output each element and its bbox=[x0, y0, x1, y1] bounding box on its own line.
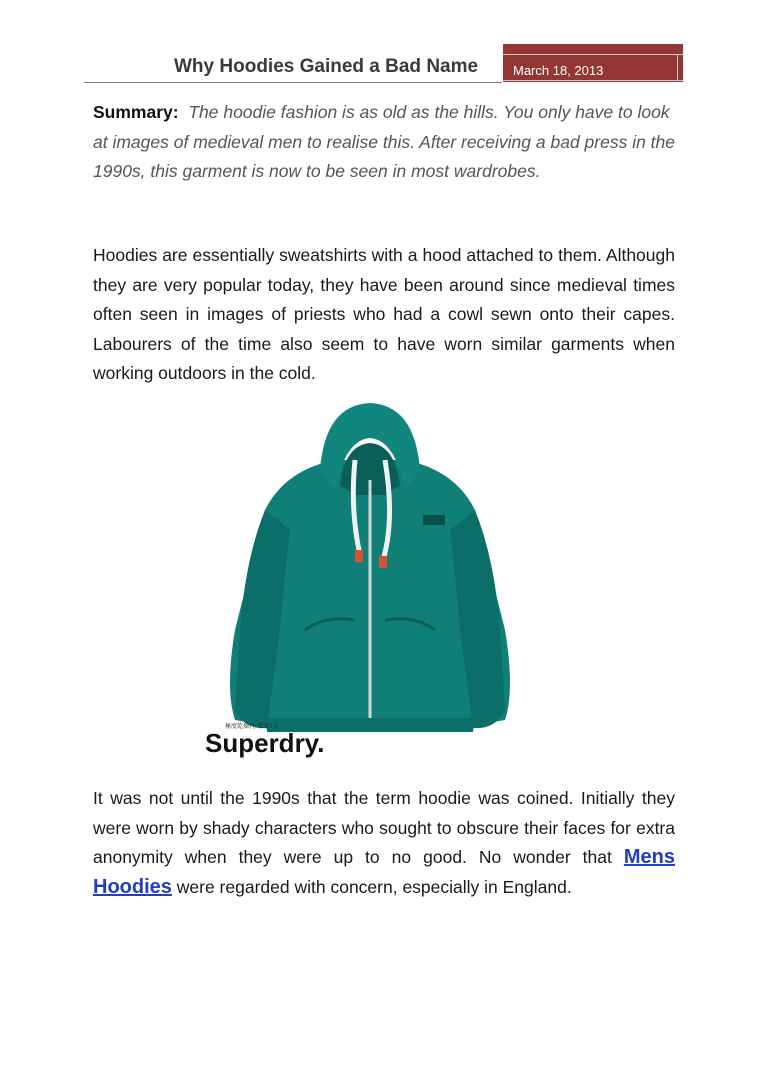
date-banner bbox=[503, 44, 683, 82]
date-banner-bottom-rule bbox=[503, 80, 683, 81]
paragraph-2-text-start: It was not until the 1990s that the term hoodie was coined. Initially they were worn by shady characters who sought to obscure their faces for extra anonymity when they were up to no good. No wonder that bbox=[93, 788, 675, 867]
hoodie-chest-logo bbox=[423, 515, 445, 525]
body-paragraph-2 bbox=[93, 784, 675, 902]
hoodie-product-image bbox=[205, 400, 535, 770]
date-banner-side-rule bbox=[677, 54, 678, 81]
article-title: Why Hoodies Gained a Bad Name bbox=[174, 56, 479, 77]
date-banner-top-rule bbox=[503, 54, 683, 55]
publish-date: March 18, 2013 bbox=[513, 63, 604, 78]
mens-hoodies-link[interactable]: Mens Hoodies bbox=[93, 846, 675, 898]
summary-block bbox=[93, 98, 678, 187]
summary-label: Summary: bbox=[93, 102, 179, 122]
brand-tagline: 極度乾燥(しなさい) bbox=[225, 723, 278, 730]
brand-logo: Superdry. bbox=[205, 728, 325, 758]
body-paragraph-1: Hoodies are essentially sweatshirts with a hood attached to them. Although they are very popular today, they have been around since medieval times often seen in images of priests who had a cowl sewn onto their capes. Labourers of the time also seem to have worn similar garments when working outdoors in the cold. bbox=[93, 245, 675, 383]
hoodie-drawstring-tip-left bbox=[355, 550, 363, 562]
paragraph-2-text-end: were regarded with concern, especially in England. bbox=[171, 876, 572, 897]
article-header bbox=[84, 44, 683, 84]
summary-text: The hoodie fashion is as old as the hills. You only have to look at images of medieval men to realise this. After receiving a bad press in the 1990s, this garment is now to be seen in most wardrobes. bbox=[93, 102, 676, 181]
title-underline bbox=[84, 50, 502, 83]
hoodie-drawstring-tip-right bbox=[379, 556, 387, 568]
